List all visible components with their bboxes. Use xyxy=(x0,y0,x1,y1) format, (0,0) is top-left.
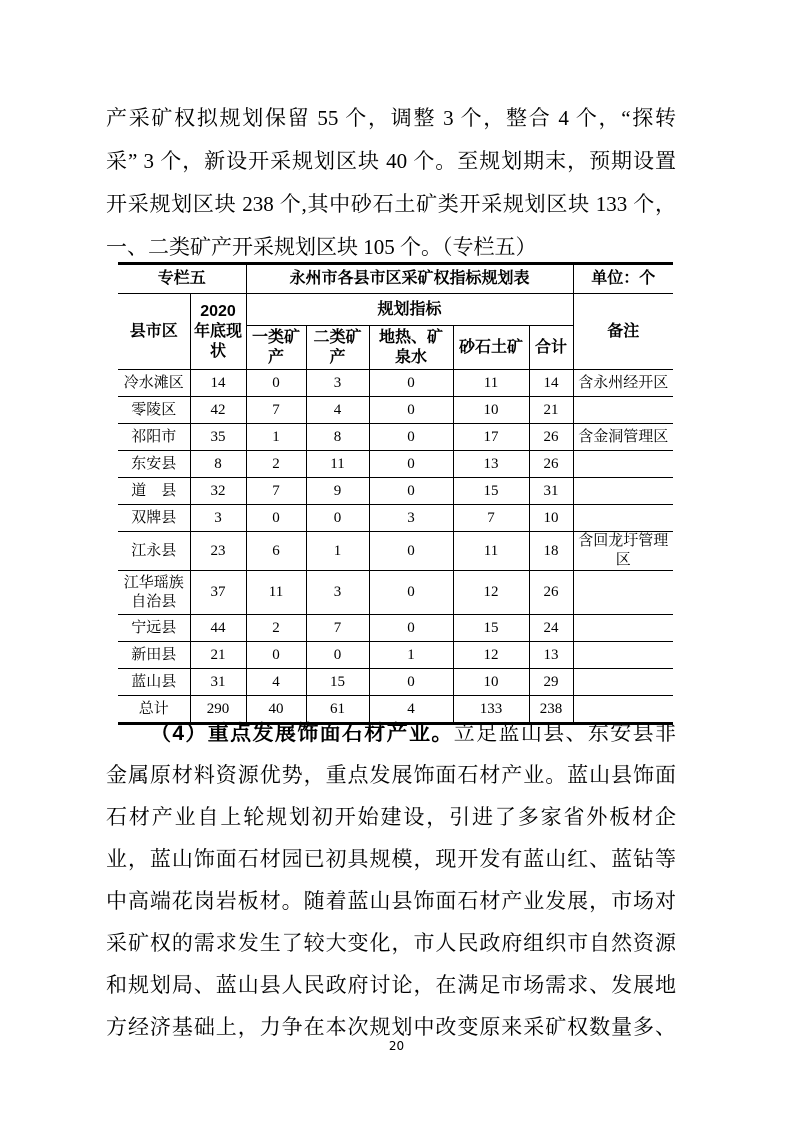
cell-value: 0 xyxy=(369,424,453,451)
text-line xyxy=(106,712,676,754)
table-row xyxy=(118,451,673,478)
cell-value: 133 xyxy=(453,696,529,724)
cell-value: 1 xyxy=(246,424,306,451)
paragraph-bottom xyxy=(106,712,676,1048)
cell-remark xyxy=(573,505,673,532)
text-line: 和规划局、蓝山县人民政府讨论，在满足市场需求、发展地 xyxy=(106,973,676,997)
text-line: 业，蓝山饰面石材园已初具规模，现开发有蓝山红、蓝钻等 xyxy=(106,847,676,871)
cell-value: 3 xyxy=(369,505,453,532)
cell-value: 3 xyxy=(190,505,246,532)
cell-value: 7 xyxy=(453,505,529,532)
header-county: 县市区 xyxy=(118,294,190,370)
table-row xyxy=(118,571,673,615)
header-remark: 备注 xyxy=(573,294,673,370)
cell-value: 4 xyxy=(306,397,369,424)
page-number: 20 xyxy=(388,1039,405,1053)
cell-value: 1 xyxy=(369,642,453,669)
cell-value: 61 xyxy=(306,696,369,724)
cell-value: 12 xyxy=(453,571,529,615)
cell-value: 14 xyxy=(190,370,246,397)
table-box-label: 专栏五 xyxy=(118,264,246,294)
cell-value: 26 xyxy=(529,571,573,615)
cell-county: 零陵区 xyxy=(118,397,190,424)
table-header-row xyxy=(118,294,673,326)
cell-value: 14 xyxy=(529,370,573,397)
cell-value: 32 xyxy=(190,478,246,505)
text-line: 采” 3 个，新设开采规划区块 40 个。至规划期末，预期设置 xyxy=(106,149,676,173)
cell-value: 15 xyxy=(306,669,369,696)
cell-value: 23 xyxy=(190,532,246,571)
cell-value: 6 xyxy=(246,532,306,571)
cell-value: 31 xyxy=(190,669,246,696)
table-row xyxy=(118,669,673,696)
cell-value: 13 xyxy=(453,451,529,478)
cell-value: 1 xyxy=(306,532,369,571)
table-title: 永州市各县市区采矿权指标规划表 xyxy=(246,264,573,294)
cell-value: 13 xyxy=(529,642,573,669)
text-line: 金属原材料资源优势，重点发展饰面石材产业。蓝山县饰面 xyxy=(106,763,676,787)
cell-value: 3 xyxy=(306,370,369,397)
cell-value: 10 xyxy=(453,397,529,424)
cell-county: 祁阳市 xyxy=(118,424,190,451)
table-row xyxy=(118,424,673,451)
cell-value: 0 xyxy=(369,451,453,478)
cell-value: 4 xyxy=(369,696,453,724)
cell-value: 31 xyxy=(529,478,573,505)
cell-value: 290 xyxy=(190,696,246,724)
cell-value: 24 xyxy=(529,615,573,642)
cell-value: 21 xyxy=(190,642,246,669)
cell-value: 0 xyxy=(369,370,453,397)
text-line: 石材产业自上轮规划初开始建设，引进了多家省外板材企 xyxy=(106,805,676,829)
header-geothermal: 地热、矿泉水 xyxy=(369,326,453,370)
cell-value: 8 xyxy=(306,424,369,451)
cell-value: 3 xyxy=(306,571,369,615)
cell-value: 15 xyxy=(453,478,529,505)
cell-value: 0 xyxy=(246,642,306,669)
text-line: 方经济基础上，力争在本次规划中改变原来采矿权数量多、 xyxy=(106,1015,676,1039)
text-line: 一、二类矿产开采规划区块 105 个。（专栏五） xyxy=(106,235,537,259)
table-row xyxy=(118,642,673,669)
cell-remark xyxy=(573,571,673,615)
cell-county: 东安县 xyxy=(118,451,190,478)
table-row xyxy=(118,370,673,397)
text-run: 立足蓝山县、东安县非 xyxy=(453,721,676,745)
cell-value: 26 xyxy=(529,424,573,451)
cell-remark: 含回龙圩管理区 xyxy=(573,532,673,571)
table-row xyxy=(118,505,673,532)
cell-value: 8 xyxy=(190,451,246,478)
cell-county: 道 县 xyxy=(118,478,190,505)
cell-remark xyxy=(573,615,673,642)
cell-county: 江华瑶族自治县 xyxy=(118,571,190,615)
cell-remark xyxy=(573,397,673,424)
cell-county: 双牌县 xyxy=(118,505,190,532)
cell-value: 42 xyxy=(190,397,246,424)
cell-value: 11 xyxy=(306,451,369,478)
table-row xyxy=(118,397,673,424)
cell-remark: 含金洞管理区 xyxy=(573,424,673,451)
text-line: 开采规划区块 238 个,其中砂石土矿类开采规划区块 133 个， xyxy=(106,192,676,216)
cell-value: 0 xyxy=(369,615,453,642)
text-line: 中高端花岗岩板材。随着蓝山县饰面石材产业发展，市场对 xyxy=(106,889,676,913)
cell-county: 新田县 xyxy=(118,642,190,669)
cell-value: 7 xyxy=(246,397,306,424)
header-plan-group: 规划指标 xyxy=(246,294,573,326)
cell-value: 44 xyxy=(190,615,246,642)
table-unit-label: 单位：个 xyxy=(573,264,673,294)
cell-value: 10 xyxy=(529,505,573,532)
cell-value: 35 xyxy=(190,424,246,451)
paragraph-top xyxy=(106,97,676,269)
cell-value: 18 xyxy=(529,532,573,571)
cell-remark xyxy=(573,478,673,505)
cell-value: 0 xyxy=(369,397,453,424)
cell-value: 17 xyxy=(453,424,529,451)
cell-value: 0 xyxy=(246,505,306,532)
bold-lead-text: （4）重点发展饰面石材产业。 xyxy=(150,722,454,745)
table-row xyxy=(118,532,673,571)
table-title-row xyxy=(118,264,673,294)
cell-value: 0 xyxy=(369,571,453,615)
cell-remark xyxy=(573,451,673,478)
cell-value: 11 xyxy=(246,571,306,615)
cell-remark xyxy=(573,642,673,669)
cell-county: 江永县 xyxy=(118,532,190,571)
cell-value: 0 xyxy=(306,505,369,532)
cell-county: 宁远县 xyxy=(118,615,190,642)
mining-rights-plan-table xyxy=(118,262,673,725)
header-class2: 二类矿产 xyxy=(306,326,369,370)
header-sandstone: 砂石土矿 xyxy=(453,326,529,370)
cell-value: 26 xyxy=(529,451,573,478)
cell-value: 4 xyxy=(246,669,306,696)
text-line: 采矿权的需求发生了较大变化，市人民政府组织市自然资源 xyxy=(106,931,676,955)
cell-value: 238 xyxy=(529,696,573,724)
table-row xyxy=(118,615,673,642)
cell-value: 29 xyxy=(529,669,573,696)
cell-value: 12 xyxy=(453,642,529,669)
cell-value: 11 xyxy=(453,370,529,397)
cell-value: 0 xyxy=(246,370,306,397)
cell-county: 蓝山县 xyxy=(118,669,190,696)
header-total: 合计 xyxy=(529,326,573,370)
cell-value: 15 xyxy=(453,615,529,642)
cell-value: 21 xyxy=(529,397,573,424)
cell-value: 37 xyxy=(190,571,246,615)
cell-remark xyxy=(573,669,673,696)
cell-value: 0 xyxy=(369,478,453,505)
cell-value: 7 xyxy=(246,478,306,505)
cell-value: 0 xyxy=(369,532,453,571)
cell-value: 2 xyxy=(246,451,306,478)
cell-value: 0 xyxy=(369,669,453,696)
cell-value: 40 xyxy=(246,696,306,724)
cell-value: 2 xyxy=(246,615,306,642)
cell-county: 总计 xyxy=(118,696,190,724)
header-base2020: 2020 年底现状 xyxy=(190,294,246,370)
cell-value: 9 xyxy=(306,478,369,505)
cell-county: 冷水滩区 xyxy=(118,370,190,397)
cell-value: 0 xyxy=(306,642,369,669)
table-row xyxy=(118,478,673,505)
text-line: 产采矿权拟规划保留 55 个，调整 3 个，整合 4 个，“探转 xyxy=(106,106,676,130)
cell-value: 7 xyxy=(306,615,369,642)
cell-value: 11 xyxy=(453,532,529,571)
cell-remark: 含永州经开区 xyxy=(573,370,673,397)
cell-value: 10 xyxy=(453,669,529,696)
header-class1: 一类矿产 xyxy=(246,326,306,370)
